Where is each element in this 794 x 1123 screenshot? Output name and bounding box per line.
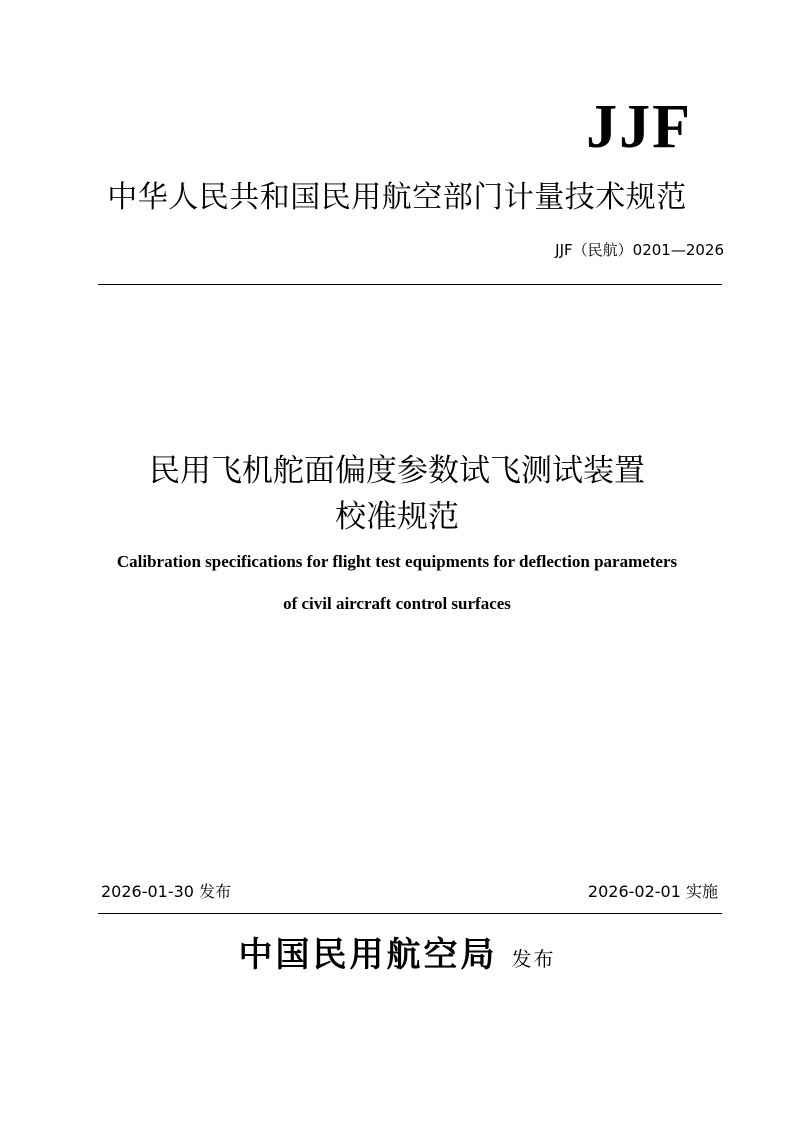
implementation-date: 2026-02-01 实施 — [587, 882, 718, 901]
jjf-logo: JJF — [586, 93, 692, 161]
ministry-line: 中华人民共和国民用航空部门计量技术规范 — [107, 180, 687, 215]
document-number: JJF（民航）0201—2026 — [555, 241, 724, 259]
issuer-line — [0, 935, 794, 976]
top-divider — [98, 284, 722, 285]
title-cn-line-2: 校准规范 — [335, 499, 459, 535]
issuer-suffix: 发布 — [511, 947, 556, 971]
issue-date: 2026-01-30 发布 — [101, 882, 232, 901]
title-en-line-1: Calibration specifications for flight test equipments for deflection parameters — [116, 552, 678, 571]
issuer-name: 中国民用航空局 — [238, 935, 498, 975]
title-cn-line-1: 民用飞机舵面偏度参数试飞测试装置 — [149, 453, 645, 489]
title-en-line-2: of civil aircraft control surfaces — [283, 594, 511, 613]
bottom-divider — [98, 913, 722, 914]
